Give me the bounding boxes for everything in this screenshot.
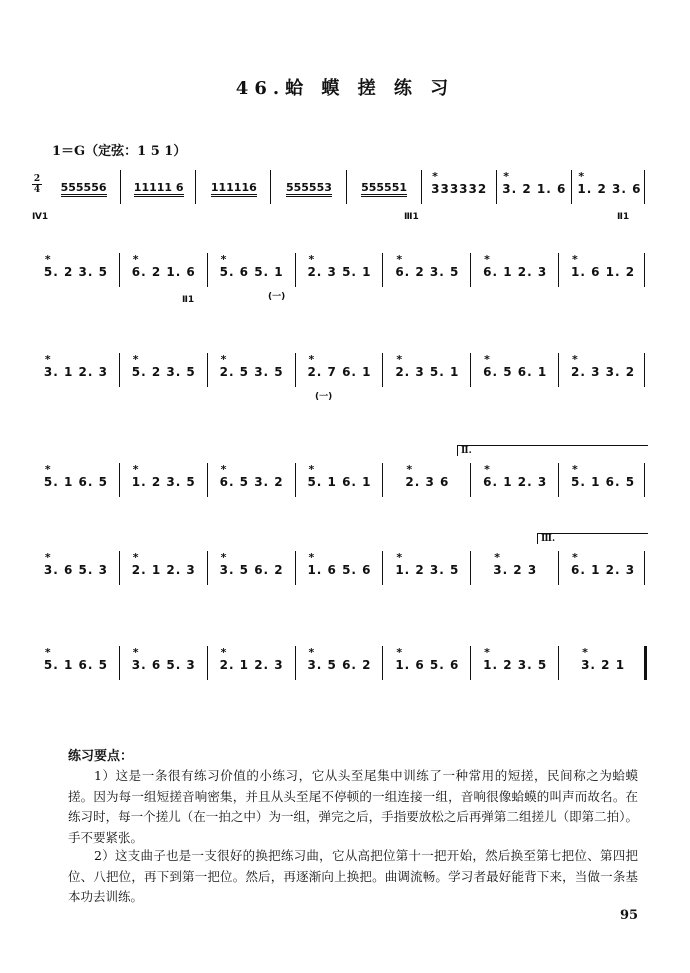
measure-notes: * 2. 1 2. 3 (220, 658, 284, 672)
measure (196, 174, 271, 204)
measure-notes: 555556 (61, 181, 107, 197)
measure-notes: * 1. 6 1. 2 (571, 265, 635, 279)
measure (46, 174, 121, 204)
measure-notes: * 3. 1 2. 3 (44, 365, 108, 379)
volta-label: Ⅲ. (541, 534, 556, 544)
measure-notes: * 3. 2 3 (493, 563, 537, 577)
measure (296, 467, 384, 497)
measure-notes: * 3. 5 6. 2 (307, 658, 371, 672)
measure-notes: * 1. 2 3. 6 (577, 182, 641, 196)
measure-notes: * 2. 3 5. 1 (307, 265, 371, 279)
score-row (32, 446, 647, 513)
score-row (32, 164, 647, 220)
barline (644, 353, 645, 387)
measure-notes: * 6. 1 2. 3 (483, 475, 547, 489)
measure (296, 357, 384, 387)
measure (383, 257, 471, 287)
barline (644, 170, 645, 204)
measure (471, 467, 559, 497)
measure-notes: * 3. 5 6. 2 (220, 563, 284, 577)
measure (383, 650, 471, 680)
measure (32, 357, 120, 387)
measure (208, 357, 296, 387)
measure (120, 357, 208, 387)
key-signature: 1＝G（定弦：1 5 1） (52, 144, 187, 159)
measure-notes: 111116 (211, 181, 257, 197)
measure-notes: * 5. 1 6. 1 (307, 475, 371, 489)
measure (383, 555, 471, 585)
measure-notes: * 6. 1 2. 3 (483, 265, 547, 279)
measure (120, 555, 208, 585)
measure (296, 650, 384, 680)
measure (121, 174, 196, 204)
time-signature-digit: 2 (33, 174, 41, 184)
measure (208, 467, 296, 497)
measure (347, 174, 422, 204)
measure-notes: * 5. 1 6. 5 (44, 475, 108, 489)
measure (497, 174, 572, 204)
measure-notes: * 5. 6 5. 1 (220, 265, 284, 279)
practice-notes-heading: 练习要点： (68, 749, 134, 764)
volta-bracket (537, 533, 648, 544)
barline (644, 551, 645, 585)
page-title: 46.蛤 蟆 搓 练 习 (235, 78, 455, 99)
measure-notes: 555553 (286, 181, 332, 197)
score-row (32, 534, 647, 601)
measure-notes: * 2. 3 6 (405, 475, 449, 489)
measure-notes: 11111 6 (134, 181, 184, 197)
time-signature-digit: 4 (33, 185, 41, 195)
measure (208, 555, 296, 585)
measure-notes: * 6. 5 6. 1 (483, 365, 547, 379)
practice-note-2: 2）这支曲子也是一支很好的换把练习曲，它从高把位第十一把开始，然后换至第七把位、第四把位、八把位，再下到第一把位。然后，再逐渐向上换把。曲调流畅。学习者最好能背下来，当做一条基本功去训练。 (68, 848, 638, 904)
measure (471, 555, 559, 585)
measure (572, 174, 647, 204)
measure (471, 257, 559, 287)
measure-notes: * 333332 (431, 182, 487, 196)
measure (32, 650, 120, 680)
measure-notes: * 1. 2 3. 5 (132, 475, 196, 489)
barline (644, 646, 647, 680)
measure (559, 257, 647, 287)
score-row (32, 640, 647, 696)
position-mark: (一) (268, 292, 286, 302)
measure (559, 467, 647, 497)
position-mark: (一) (315, 392, 333, 402)
barline (644, 253, 645, 287)
volta-bracket (457, 445, 648, 456)
measure (120, 650, 208, 680)
measure-notes: * 2. 1 2. 3 (132, 563, 196, 577)
score-row (32, 347, 647, 403)
measure-notes: * 5. 1 6. 5 (44, 658, 108, 672)
measure (559, 555, 647, 585)
measure-notes: * 3. 2 1 (581, 658, 625, 672)
position-mark: Ⅱ1 (182, 295, 195, 305)
measure (120, 467, 208, 497)
score-row (32, 247, 647, 303)
page-number: 95 (620, 908, 639, 923)
practice-note-1: 1）这是一条很有练习价值的小练习，它从头至尾集中训练了一种常用的短搓，民间称之为蛤蟆搓。因为每一组短搓音响密集，并且从头至尾不停顿的一组连接一组，音响很像蛤蟆的叫声而故名。在练习时，每一个搓儿（在一拍之中）为一组，弹完之后，手指要放松之后再弹第二组搓儿（即第二拍）。手不要紧张。 (68, 768, 638, 845)
measure-notes: * 2. 3 3. 2 (571, 365, 635, 379)
measure (471, 650, 559, 680)
measure-notes: 555551 (361, 181, 407, 197)
volta-label: Ⅱ. (461, 446, 472, 456)
position-mark: Ⅳ1 (32, 212, 49, 222)
measure (559, 357, 647, 387)
measure-notes: * 6. 2 3. 5 (395, 265, 459, 279)
measure-notes: * 3. 2 1. 6 (502, 182, 566, 196)
measure (32, 257, 120, 287)
measure-notes: * 2. 5 3. 5 (220, 365, 284, 379)
measure-notes: * 1. 2 3. 5 (483, 658, 547, 672)
measure (32, 555, 120, 585)
measure (120, 257, 208, 287)
measure (471, 357, 559, 387)
measure (208, 257, 296, 287)
time-signature (32, 174, 42, 195)
measure (422, 174, 497, 204)
measure-notes: * 6. 2 1. 6 (132, 265, 196, 279)
barline (644, 463, 645, 497)
measure (32, 467, 120, 497)
measure-notes: * 6. 5 3. 2 (220, 475, 284, 489)
measure (383, 467, 471, 497)
measure (296, 555, 384, 585)
measure (296, 257, 384, 287)
measure-notes: * 3. 6 5. 3 (132, 658, 196, 672)
measure (559, 650, 647, 680)
measure-notes: * 1. 6 5. 6 (307, 563, 371, 577)
measure (208, 650, 296, 680)
measure-notes: * 5. 2 3. 5 (132, 365, 196, 379)
measure (271, 174, 346, 204)
measure-notes: * 6. 1 2. 3 (571, 563, 635, 577)
measure-notes: * 1. 2 3. 5 (395, 563, 459, 577)
measure-notes: * 5. 1 6. 5 (571, 475, 635, 489)
measure-notes: * 1. 6 5. 6 (395, 658, 459, 672)
measure-notes: * 3. 6 5. 3 (44, 563, 108, 577)
measure-notes: * 5. 2 3. 5 (44, 265, 108, 279)
measure-notes: * 2. 3 5. 1 (395, 365, 459, 379)
measure-notes: * 2. 7 6. 1 (307, 365, 371, 379)
measure (383, 357, 471, 387)
position-mark: Ⅱ1 (617, 212, 630, 222)
position-mark: Ⅲ1 (404, 212, 419, 222)
